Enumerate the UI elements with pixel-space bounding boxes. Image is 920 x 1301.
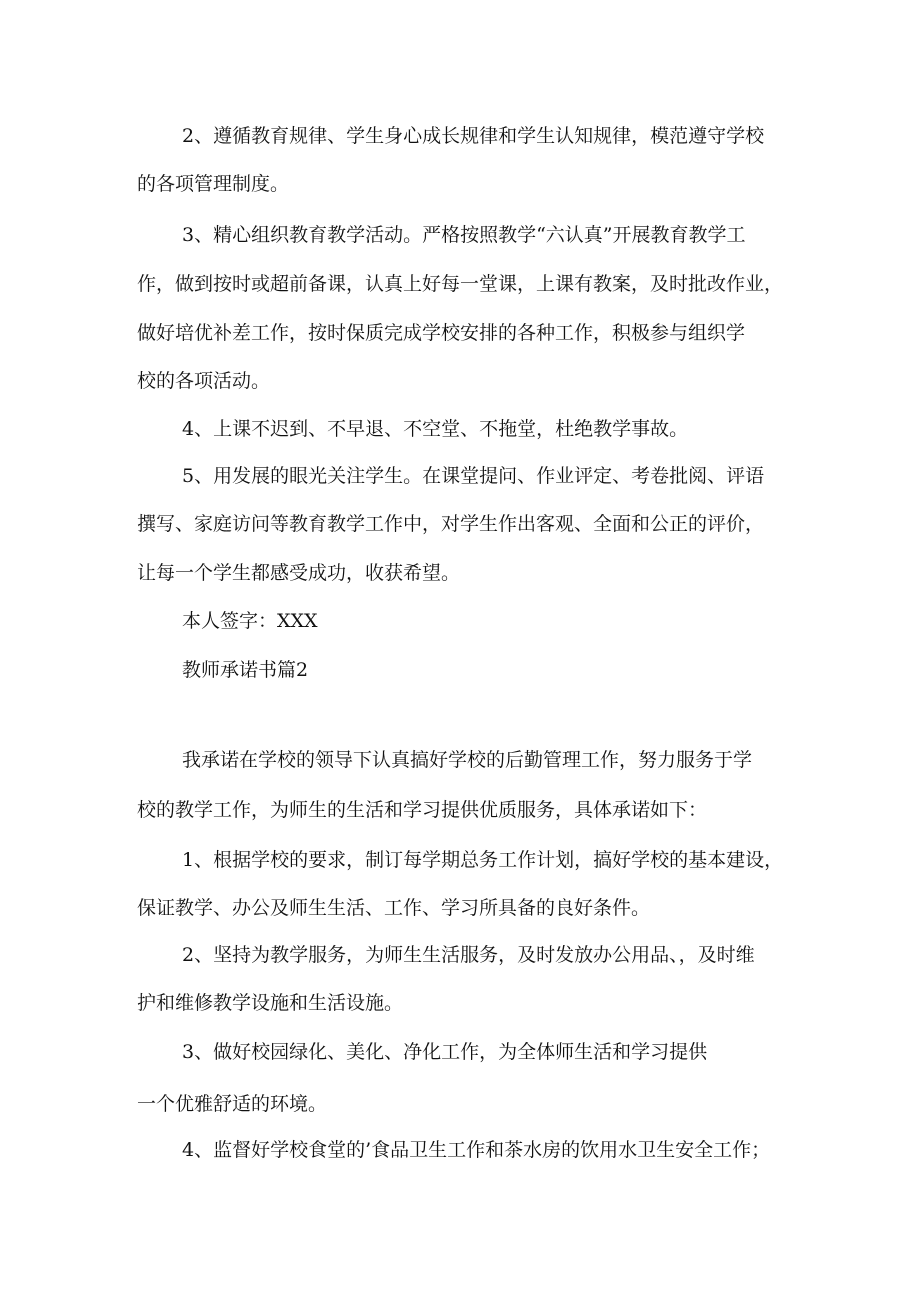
paragraph-9-line-1: 4、监督好学校食堂的’食品卫生工作和茶水房的饮用水卫生安全工作； xyxy=(182,1139,771,1161)
paragraph-2-line-3: 做好培优补差工作，按时保质完成学校安排的各种工作，积极参与组织学 xyxy=(137,322,746,344)
paragraph-2-line-4: 校的各项活动。 xyxy=(137,370,271,392)
paragraph-4-line-3: 让每一个学生都感受成功，收获希望。 xyxy=(137,562,461,584)
section-title: 教师承诺书篇2 xyxy=(182,659,309,681)
paragraph-4-line-1: 5、用发展的眼光关注学生。在课堂提问、作业评定、考卷批阅、评语 xyxy=(182,465,765,487)
paragraph-2-line-1: 3、精心组织教育教学活动。严格按照教学“六认真”开展教育教学工 xyxy=(182,224,746,246)
paragraph-4-line-2: 撰写、家庭访问等教育教学工作中，对学生作出客观、全面和公正的评价， xyxy=(137,513,765,535)
paragraph-5-line-2: 校的教学工作，为师生的生活和学习提供优质服务，具体承诺如下： xyxy=(137,799,708,821)
paragraph-1-line-2: 的各项管理制度。 xyxy=(137,173,290,195)
paragraph-8-line-2: 一个优雅舒适的环境。 xyxy=(137,1093,328,1115)
paragraph-7-line-2: 护和维修教学设施和生活设施。 xyxy=(137,992,404,1014)
paragraph-7-line-1: 2、坚持为教学服务，为师生生活服务，及时发放办公用品、，及时维 xyxy=(182,944,755,966)
paragraph-8-line-1: 3、做好校园绿化、美化、净化工作，为全体师生活和学习提供 xyxy=(182,1041,708,1063)
paragraph-6-line-1: 1、根据学校的要求，制订每学期总务工作计划，搞好学校的基本建设， xyxy=(182,849,784,871)
signature-line: 本人签字：XXX xyxy=(182,610,318,632)
paragraph-5-line-1: 我承诺在学校的领导下认真搞好学校的后勤管理工作，努力服务于学 xyxy=(182,749,753,771)
paragraph-1-line-1: 2、遵循教育规律、学生身心成长规律和学生认知规律，模范遵守学校 xyxy=(182,125,765,147)
paragraph-2-line-2: 作，做到按时或超前备课，认真上好每一堂课，上课有教案，及时批改作业， xyxy=(137,273,784,295)
paragraph-3-line-1: 4、上课不迟到、不早退、不空堂、不拖堂，杜绝教学事故。 xyxy=(182,418,689,440)
paragraph-6-line-2: 保证教学、办公及师生生活、工作、学习所具备的良好条件。 xyxy=(137,897,651,919)
